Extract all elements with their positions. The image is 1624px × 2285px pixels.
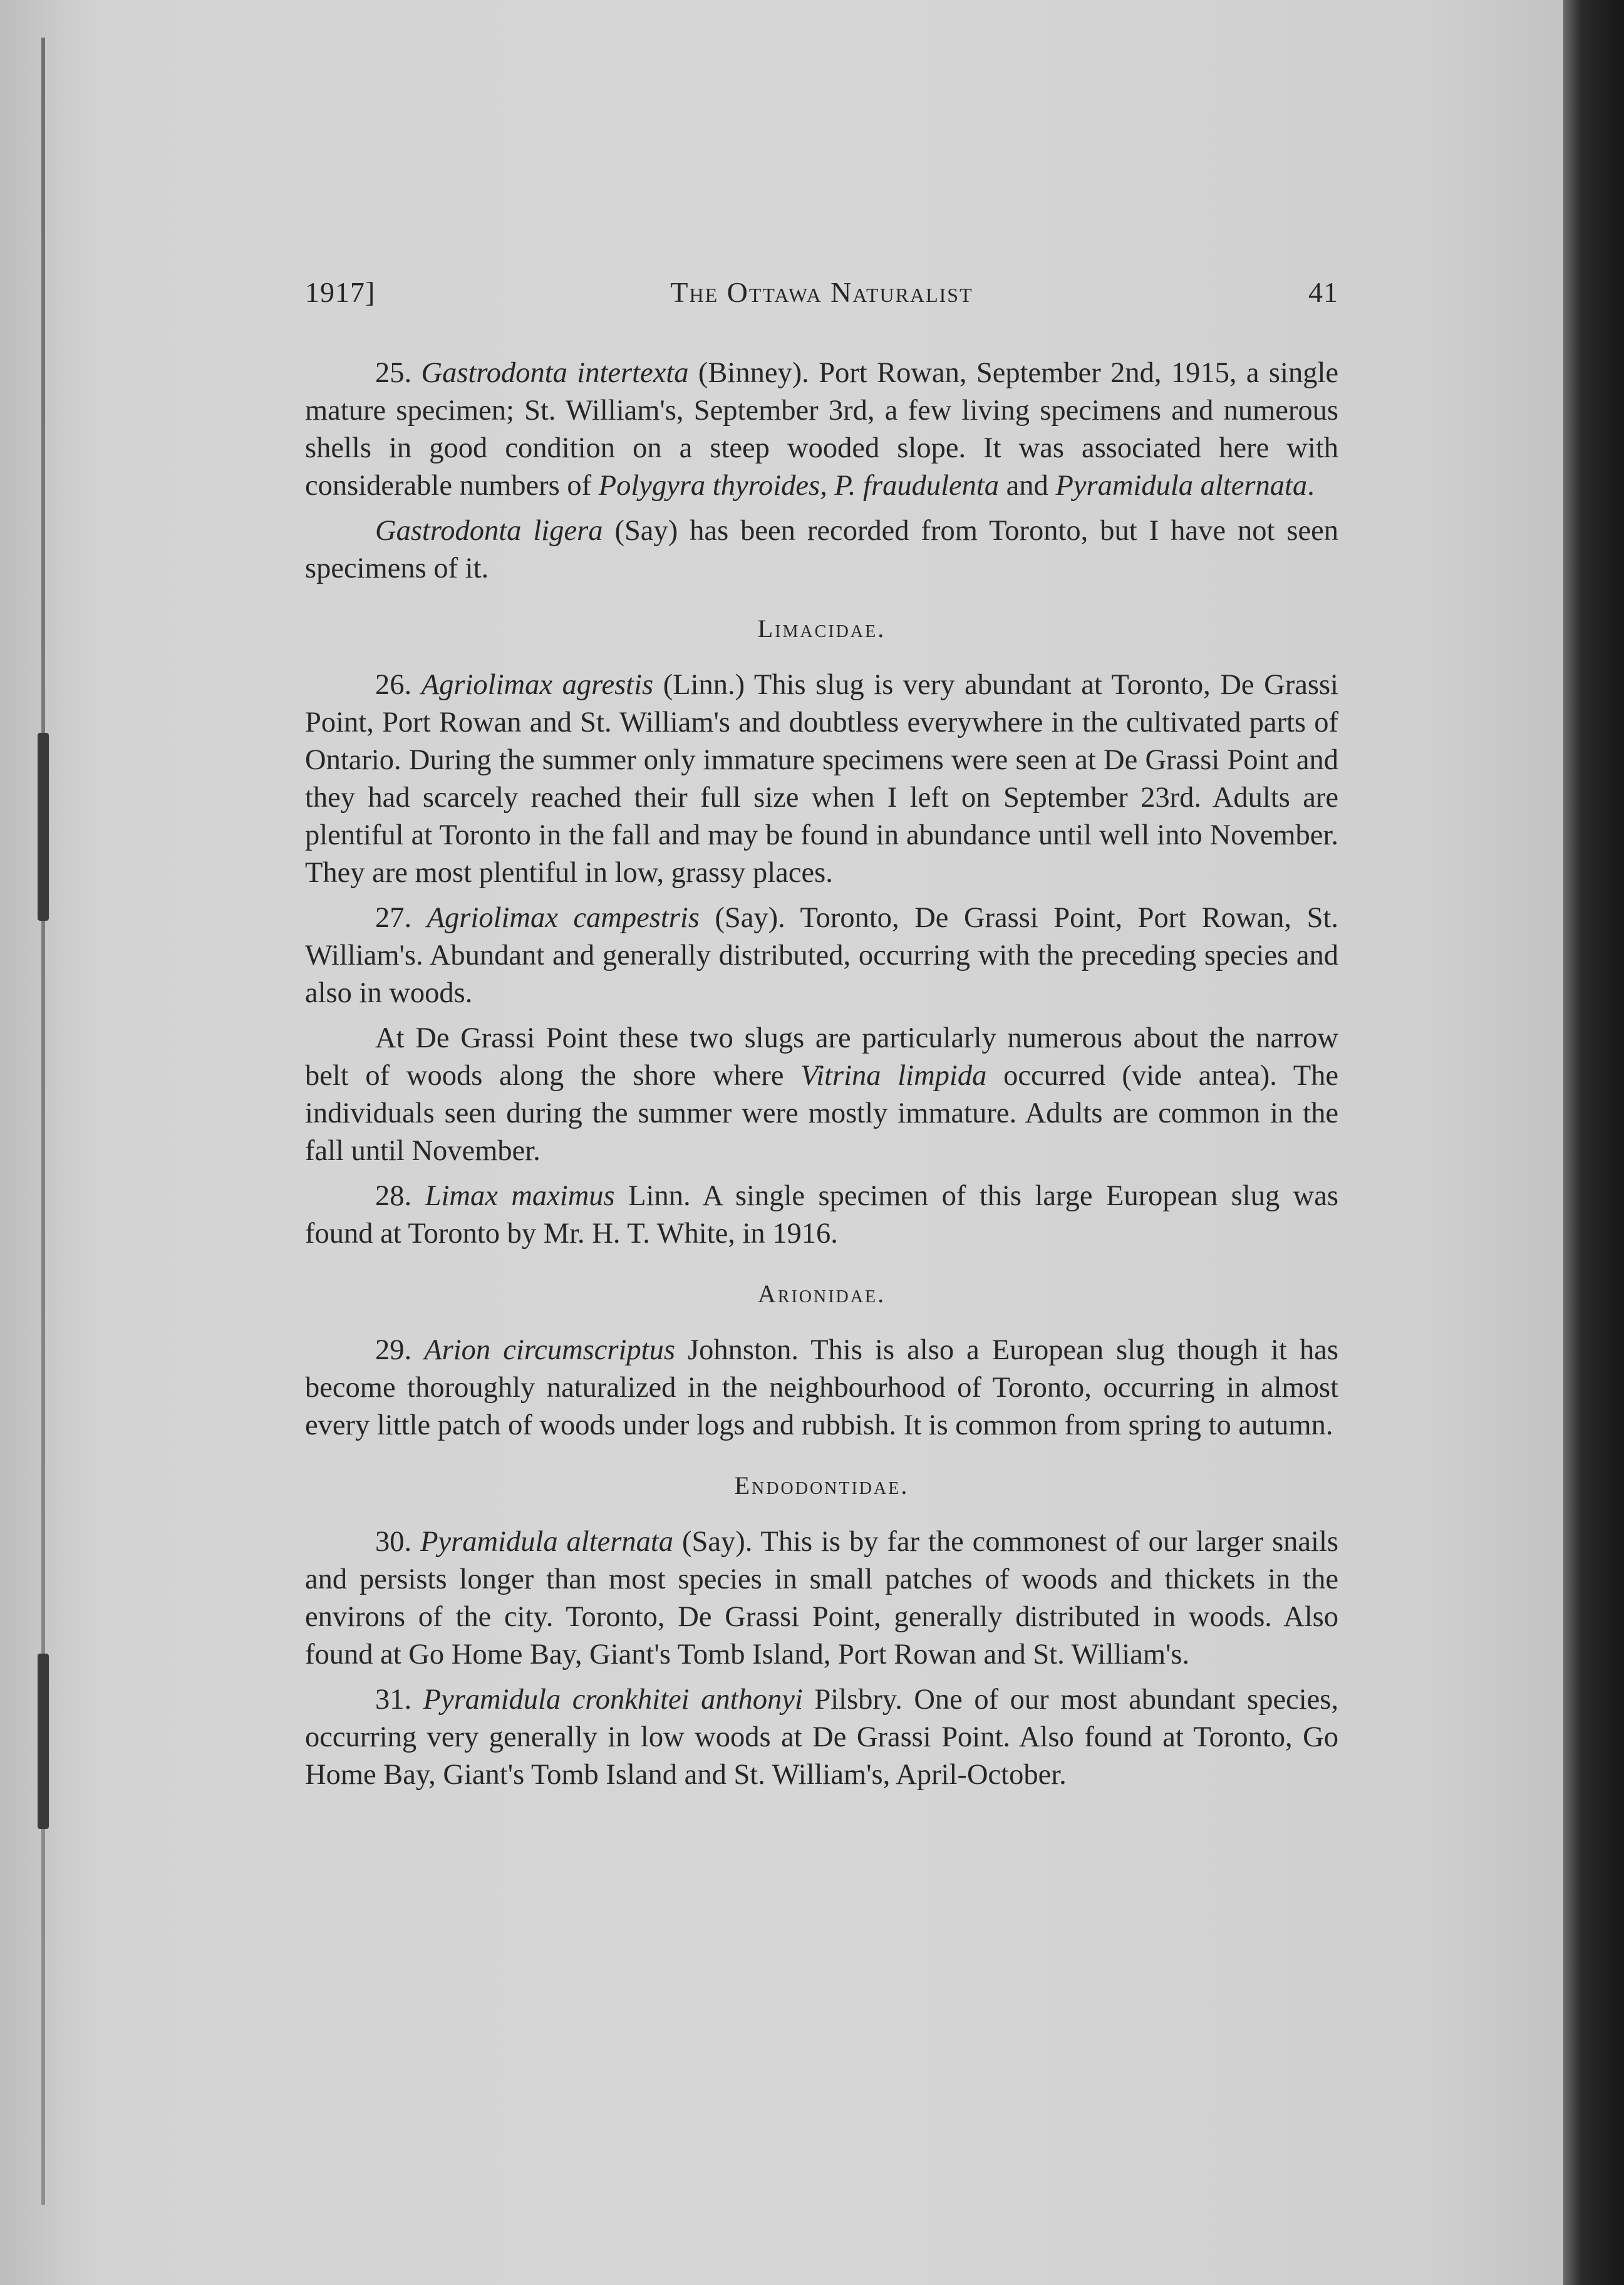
species-entry xyxy=(305,355,1338,505)
species-entry xyxy=(305,1178,1338,1253)
species-name: Polygyra thyroides, P. fraudulenta xyxy=(598,470,1000,502)
article-body xyxy=(305,355,1338,1794)
family-heading-limacidae: Limacidae. xyxy=(757,614,886,643)
species-note xyxy=(305,1020,1338,1170)
entry-number: 31. xyxy=(375,1684,412,1716)
running-head-year: 1917] xyxy=(305,276,376,308)
species-name: Pyramidula alternata xyxy=(420,1526,674,1558)
binding-gutter xyxy=(41,38,45,2205)
species-name: Vitrina limpida xyxy=(800,1060,987,1092)
binding-clip-top xyxy=(38,733,49,921)
entry-number: 28. xyxy=(375,1180,412,1212)
species-name: Pyramidula cronkhitei anthonyi xyxy=(423,1684,803,1716)
entry-text: Johnston. This is also a European slug though it has become thoroughly naturalized in the neighbourhood of Toronto, occurring in almost every little patch of woods under logs and rubbish. It is common from spring to autumn. xyxy=(305,1334,1338,1441)
entry-text: (Say). Toronto, De Grassi Point, Port Rowan, St. William's. Abundant and generally distributed, occurring with the preceding species and also in woods. xyxy=(305,902,1338,1009)
entry-text: (Linn.) This slug is very abundant at Toronto, De Grassi Point, Port Rowan and St. William's and doubtless everywhere in the cultivated parts of Ontario. During the summer only immature specimens were seen at De Grassi Point and they had scarcely reached their full size when I left on September 23rd. Adults are plentiful at Toronto in the fall and may be found in abundance until well into November. They are most plentiful in low, grassy places. xyxy=(305,669,1338,889)
species-name: Pyramidula alternata xyxy=(1055,470,1308,502)
family-heading-endodontidae: Endodontidae. xyxy=(734,1471,909,1500)
running-head xyxy=(305,276,1338,319)
entry-text: . xyxy=(1307,470,1315,502)
species-entry xyxy=(305,1681,1338,1794)
entry-number: 27. xyxy=(375,902,412,934)
entry-text: (Say). This is by far the commonest of our larger snails and persists longer than most species in small patches of woods and thickets in the environs of the city. Toronto, De Grassi Point, generally distributed in woods. Also found at Go Home Bay, Giant's Tomb Island, Port Rowan and St. William's. xyxy=(305,1526,1338,1671)
binding-clip-bottom xyxy=(38,1654,49,1829)
species-name: Gastrodonta ligera xyxy=(375,515,603,547)
species-name: Agriolimax campestris xyxy=(427,902,700,934)
entry-number: 26. xyxy=(375,669,412,701)
entry-text: Pilsbry. One of our most abundant species, occurring very generally in low woods at De Grassi Point. Also found at Toronto, Go Home Bay, Giant's Tomb Island and St. William's, April-October. xyxy=(305,1684,1338,1791)
page-number: 41 xyxy=(1308,276,1338,308)
species-entry xyxy=(305,899,1338,1012)
species-name: Gastrodonta intertexta xyxy=(421,357,689,389)
entry-text: At De Grassi Point these two slugs are particularly numerous about the narrow belt of woods along the shore where xyxy=(305,1022,1338,1092)
entry-number: 29. xyxy=(375,1334,412,1366)
entry-text: (Binney). Port Rowan, September 2nd, 1915, a single mature specimen; St. William's, September 3rd, a few living specimens and numerous shells in good condition on a steep wooded slope. It was associated here with considerable numbers of xyxy=(305,357,1339,502)
species-note xyxy=(305,512,1338,588)
entry-number: 25. xyxy=(375,357,412,389)
species-entry xyxy=(305,666,1338,892)
entry-text: occurred (vide antea). The individuals seen during the summer were mostly immature. Adults are common in the fall until November. xyxy=(305,1060,1338,1167)
book-spine-shadow xyxy=(1563,0,1624,2285)
entry-text: and xyxy=(999,470,1056,502)
species-name: Limax maximus xyxy=(425,1180,615,1212)
page xyxy=(305,276,1338,1794)
entry-number: 30. xyxy=(375,1526,412,1558)
species-entry xyxy=(305,1332,1338,1444)
entry-text: Linn. A single specimen of this large European slug was found at Toronto by Mr. H. T. White, in 1916. xyxy=(305,1180,1338,1250)
species-entry xyxy=(305,1523,1338,1674)
family-heading-arionidae: Arionidae. xyxy=(757,1280,886,1308)
species-name: Arion circumscriptus xyxy=(424,1334,675,1366)
entry-text: (Say) has been recorded from Toronto, but I have not seen specimens of it. xyxy=(305,515,1338,584)
species-name: Agriolimax agrestis xyxy=(421,669,654,701)
running-head-journal: The Ottawa Naturalist xyxy=(670,276,973,308)
